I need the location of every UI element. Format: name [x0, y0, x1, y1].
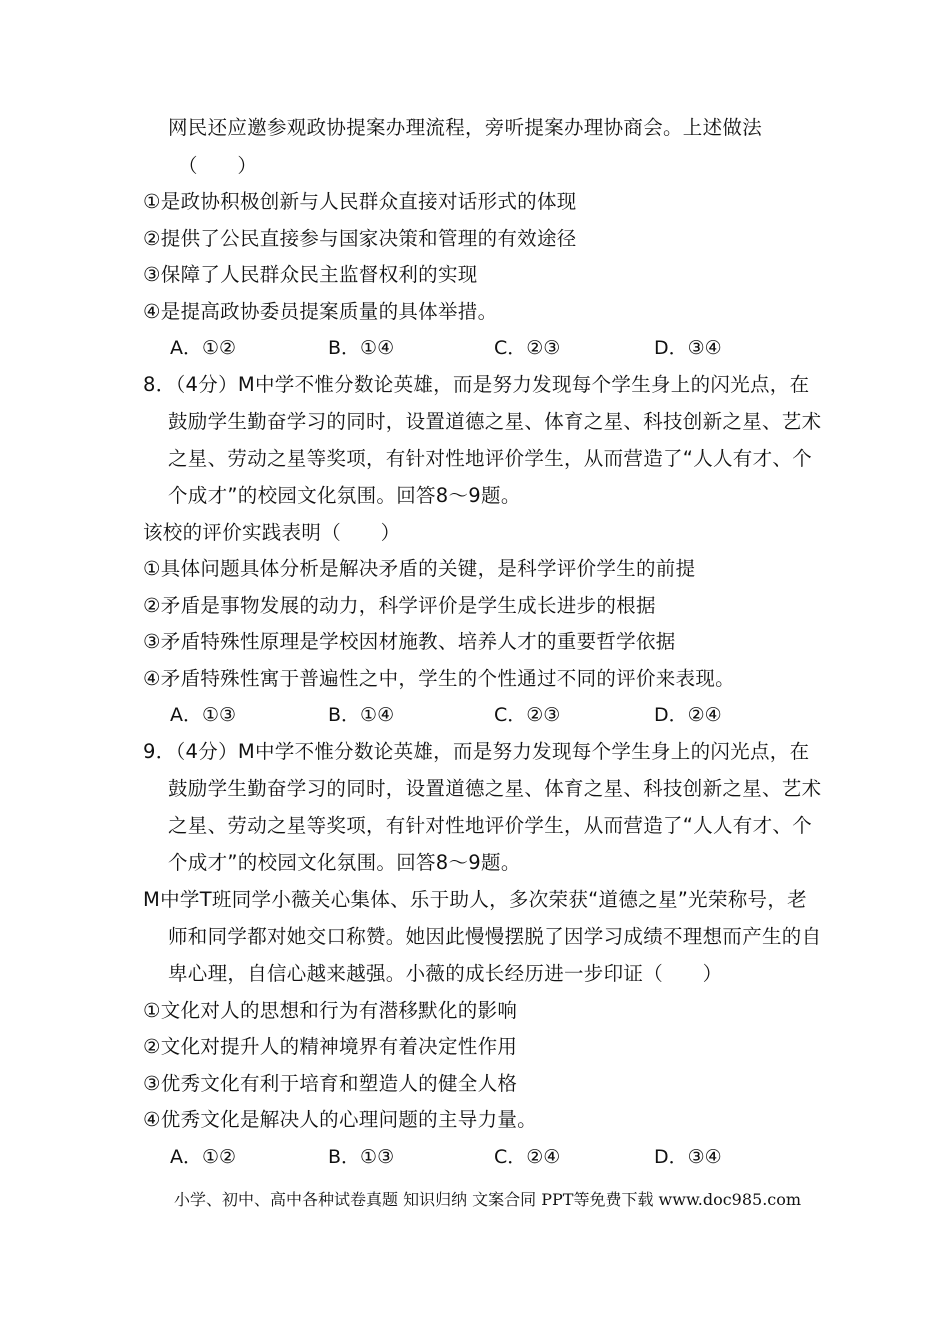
q9-statement-3: ③优秀文化有利于培育和塑造人的健全人格: [143, 1072, 518, 1095]
q7-statement-1: ①是政协积极创新与人民群众直接对话形式的体现: [143, 190, 577, 213]
q8-stem-line-3: 之星、劳动之星等奖项，有针对性地评价学生，从而营造了“人人有才、个: [168, 447, 813, 470]
q7-statement-3: ③保障了人民群众民主监督权利的实现: [143, 263, 478, 286]
q7-option-c[interactable]: C．②③: [494, 337, 561, 359]
q7-statement-2: ②提供了公民直接参与国家决策和管理的有效途径: [143, 227, 577, 250]
q8-option-b[interactable]: B．①④: [328, 704, 395, 726]
q9-statement-2: ②文化对提升人的精神境界有着决定性作用: [143, 1035, 518, 1058]
q9-question-line-1: M中学T班同学小薇关心集体、乐于助人，多次荣获“道德之星”光荣称号，老: [143, 888, 807, 911]
q9-statement-1: ①文化对人的思想和行为有潜移默化的影响: [143, 999, 518, 1022]
q8-statement-3: ③矛盾特殊性原理是学校因材施教、培养人才的重要哲学依据: [143, 630, 676, 653]
q7-option-b[interactable]: B．①④: [328, 337, 395, 359]
q9-statement-4: ④优秀文化是解决人的心理问题的主导力量。: [143, 1108, 537, 1131]
q7-stem: 网民还应邀参观政协提案办理流程，旁听提案办理协商会。上述做法: [168, 116, 763, 139]
q9-question-line-2: 师和同学都对她交口称赞。她因此慢慢摆脱了因学习成绩不理想而产生的自: [168, 925, 822, 948]
q9-stem-line-4: 个成才”的校园文化氛围。回答8～9题。: [168, 851, 521, 874]
q9-stem-line-1: 9．（4分）M中学不惟分数论英雄，而是努力发现每个学生身上的闪光点，在: [143, 740, 810, 763]
q8-stem-line-4: 个成才”的校园文化氛围。回答8～9题。: [168, 484, 521, 507]
q9-option-d[interactable]: D．③④: [654, 1146, 722, 1168]
q8-statement-4: ④矛盾特殊性寓于普遍性之中，学生的个性通过不同的评价来表现。: [143, 667, 735, 690]
q9-option-b[interactable]: B．①③: [328, 1146, 395, 1168]
page-footer: 小学、初中、高中各种试卷真题 知识归纳 文案合同 PPT等免费下载 www.doc985.com: [174, 1190, 802, 1209]
q7-answer-paren: （ ）: [178, 154, 258, 177]
q8-option-a[interactable]: A．①③: [170, 704, 237, 726]
q8-stem-line-2: 鼓励学生勤奋学习的同时，设置道德之星、体育之星、科技创新之星、艺术: [168, 410, 822, 433]
q9-option-c[interactable]: C．②④: [494, 1146, 561, 1168]
q7-option-a[interactable]: A．①②: [170, 337, 237, 359]
q9-stem-line-2: 鼓励学生勤奋学习的同时，设置道德之星、体育之星、科技创新之星、艺术: [168, 777, 822, 800]
q7-statement-4: ④是提高政协委员提案质量的具体举措。: [143, 300, 498, 323]
q8-option-c[interactable]: C．②③: [494, 704, 561, 726]
q8-statement-1: ①具体问题具体分析是解决矛盾的关键，是科学评价学生的前提: [143, 557, 696, 580]
q8-option-d[interactable]: D．②④: [654, 704, 722, 726]
q9-question-line-3: 卑心理，自信心越来越强。小薇的成长经历进一步印证（ ）: [168, 962, 723, 985]
q8-question: 该校的评价实践表明（ ）: [143, 521, 401, 544]
q9-stem-line-3: 之星、劳动之星等奖项，有针对性地评价学生，从而营造了“人人有才、个: [168, 814, 813, 837]
q8-statement-2: ②矛盾是事物发展的动力，科学评价是学生成长进步的根据: [143, 594, 656, 617]
q7-option-d[interactable]: D．③④: [654, 337, 722, 359]
q8-stem-line-1: 8．（4分）M中学不惟分数论英雄，而是努力发现每个学生身上的闪光点，在: [143, 373, 810, 396]
q9-option-a[interactable]: A．①②: [170, 1146, 237, 1168]
